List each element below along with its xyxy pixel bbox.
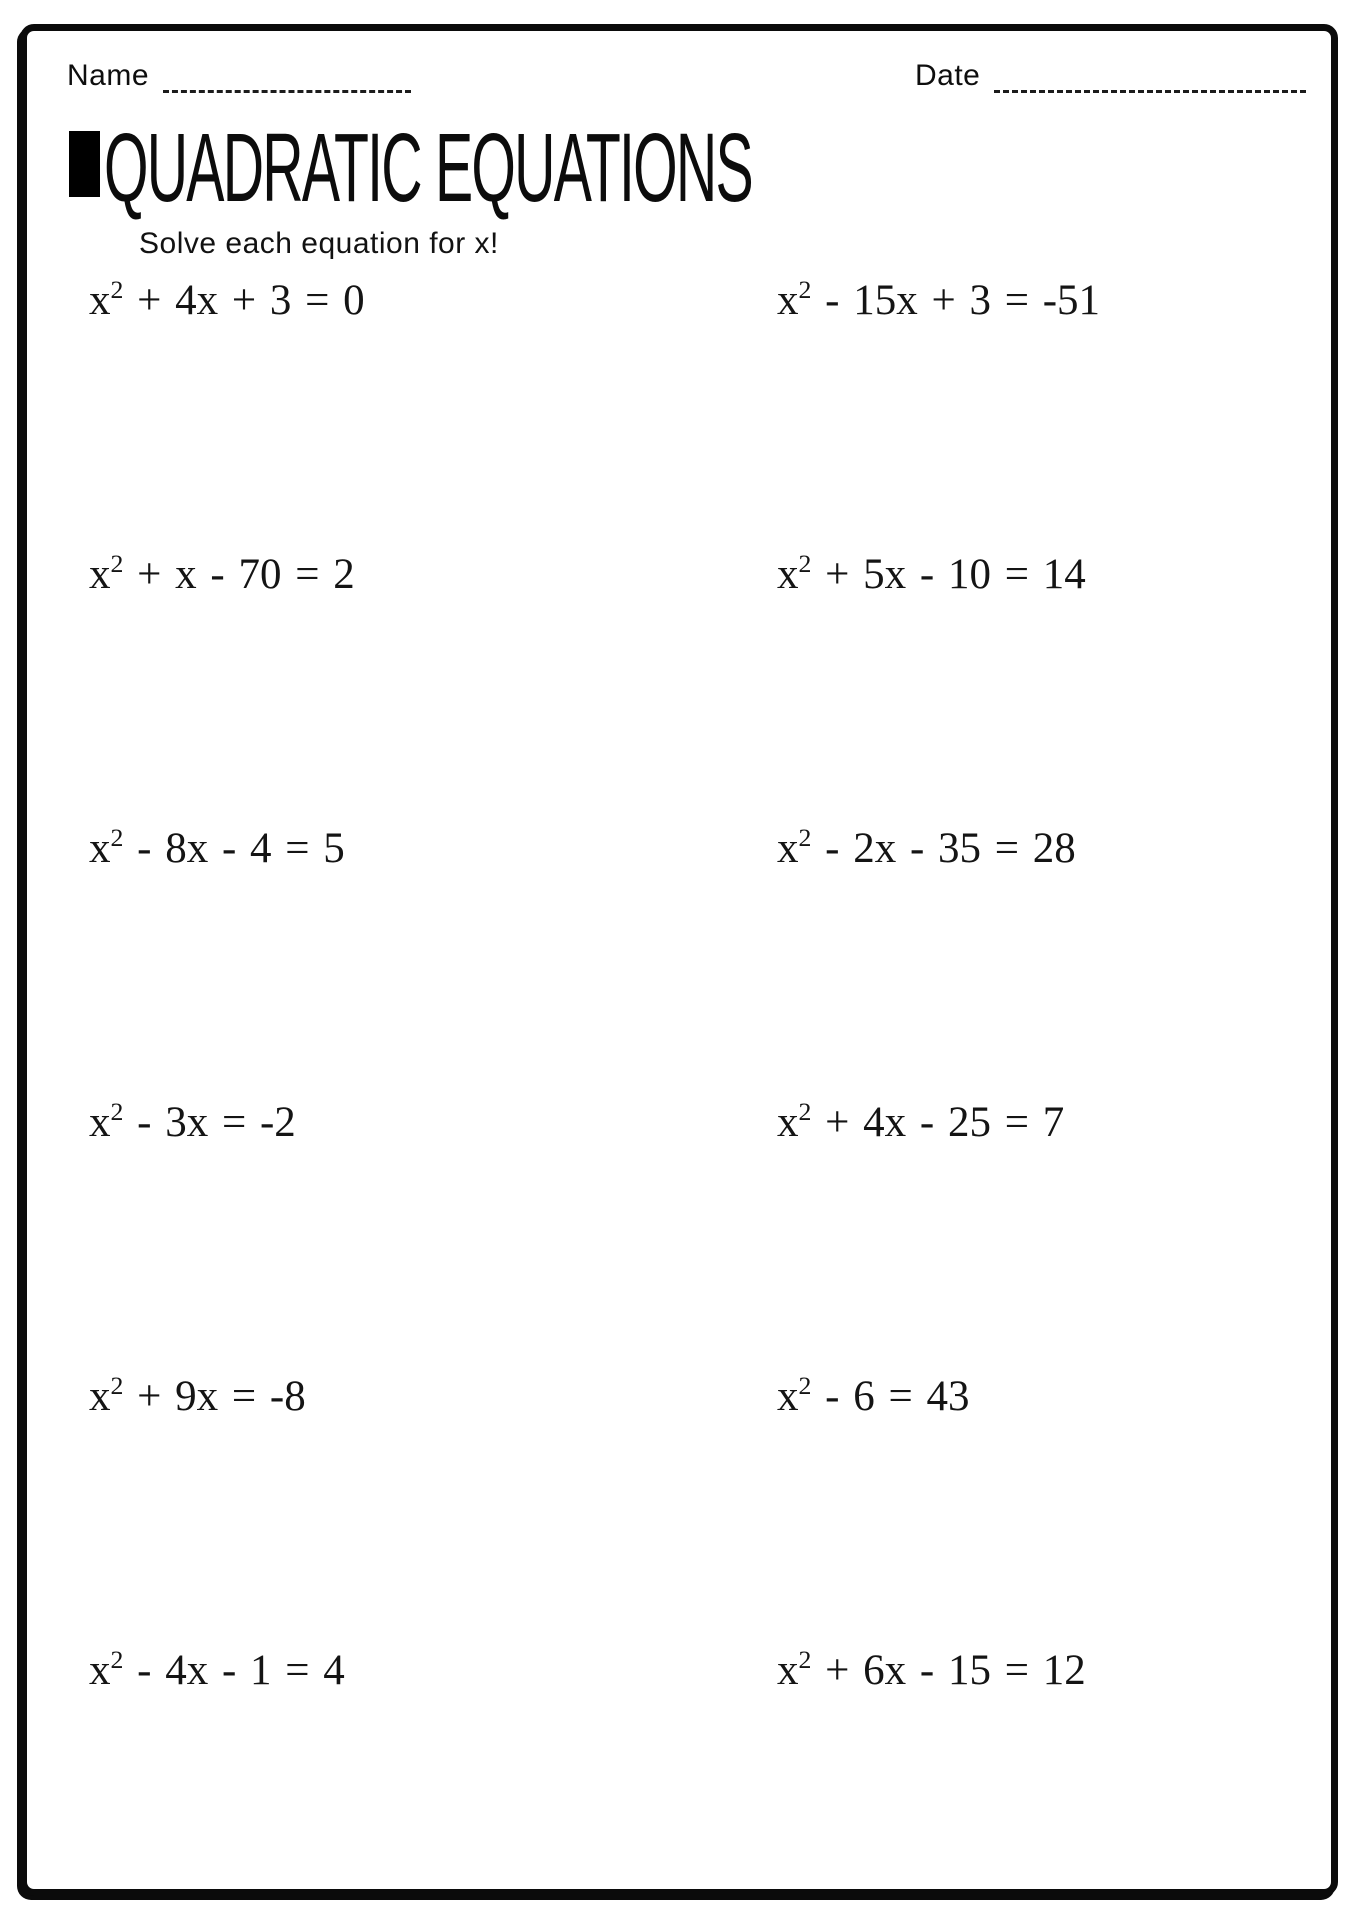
equation-5: $x^2 - 8x - 4 = 5$: [89, 823, 345, 872]
equation-11: $x^2 - 4x - 1 = 4$: [89, 1645, 345, 1694]
date-label: Date: [915, 59, 981, 92]
title-row: [69, 113, 1202, 222]
equation-4: $x^2 + 5x - 10 = 14$: [777, 549, 1086, 598]
equation-3: $x^2 + x - 70 = 2$: [89, 549, 355, 598]
name-label: Name: [67, 59, 150, 92]
instructions-text: Solve each equation for x!: [139, 227, 499, 260]
name-field: [67, 59, 411, 93]
date-field: [915, 59, 1306, 93]
equation-1: $x^2 + 4x + 3 = 0$: [89, 275, 365, 324]
name-blank-line: [163, 60, 411, 93]
equation-8: $x^2 + 4x - 25 = 7$: [777, 1097, 1065, 1146]
equation-10: $x^2 - 6 = 43$: [777, 1371, 970, 1420]
page-title: QUADRATIC EQUATIONS: [104, 113, 752, 222]
title-bullet-block: [69, 131, 100, 197]
equation-7: $x^2 - 3x = -2$: [89, 1097, 296, 1146]
equation-9: $x^2 + 9x = -8$: [89, 1371, 306, 1420]
equation-2: $x^2 - 15x + 3 = -51$: [777, 275, 1101, 324]
page-border: [20, 24, 1338, 1896]
equations-grid: [89, 275, 1295, 1919]
equation-6: $x^2 - 2x - 35 = 28$: [777, 823, 1076, 872]
equation-12: $x^2 + 6x - 15 = 12$: [777, 1645, 1086, 1694]
date-blank-line: [994, 60, 1306, 93]
